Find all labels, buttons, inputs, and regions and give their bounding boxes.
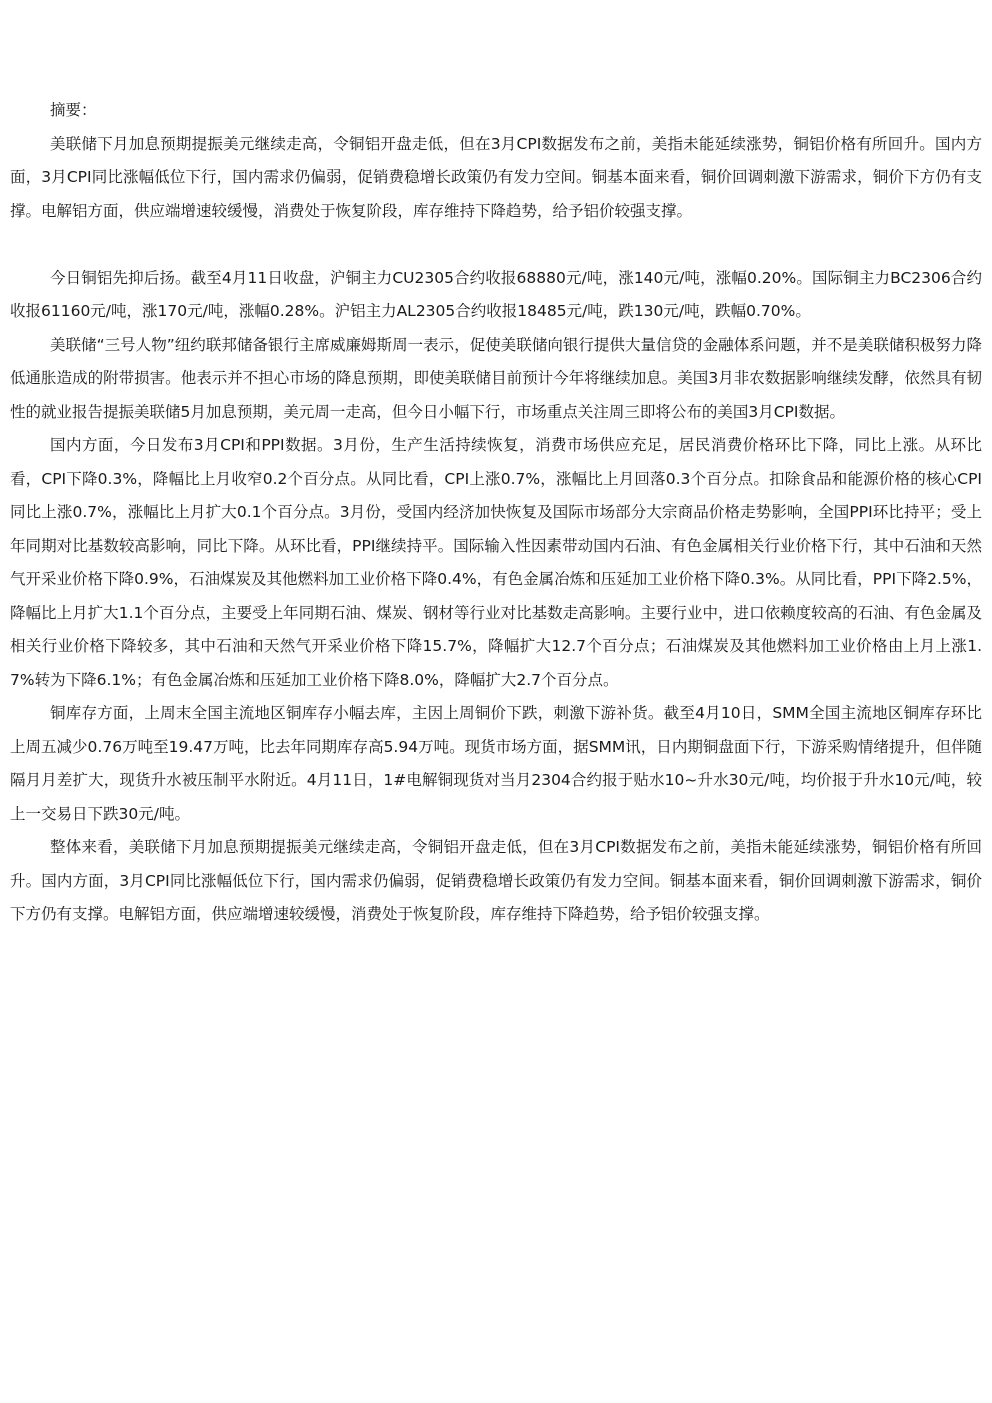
inventory-paragraph: 铜库存方面，上周末全国主流地区铜库存小幅去库，主因上周铜价下跌，刺激下游补货。截至4月10日，SMM全国主流地区铜库存环比上周五减少0.76万吨至19.47万吨，比去年同期库存高5.94万吨。现货市场方面，据SMM讯，日内期铜盘面下行，下游采购情绪提升，但伴随隔月月差扩大，现货升水被压制平水附近。4月11日，1#电解铜现货对当月2304合约报于贴水10~升水30元/吨，均价报于升水10元/吨，较上一交易日下跌30元/吨。: [10, 704, 982, 823]
fed-news-paragraph: 美联储“三号人物”纽约联邦储备银行主席威廉姆斯周一表示，促使美联储向银行提供大量信贷的金融体系问题，并不是美联储积极努力降低通胀造成的附带损害。他表示并不担心市场的降息预期，即使美联储目前预计今年将继续加息。美国3月非农数据影响继续发酵，依然具有韧性的就业报告提振美联储5月加息预期，美元周一走高，但今日小幅下行，市场重点关注周三即将公布的美国3月CPI数据。: [10, 335, 982, 421]
summary-paragraph: 美联储下月加息预期提振美元继续走高，令铜铝开盘走低，但在3月CPI数据发布之前，美指未能延续涨势，铜铝价格有所回升。国内方面，3月CPI同比涨幅低位下行，国内需求仍偏弱，促销费稳增长政策仍有发力空间。铜基本面来看，铜价回调刺激下游需求，铜价下方仍有支撑。电解铝方面，供应端增速较缓慢，消费处于恢复阶段，库存维持下降趋势，给予铝价较强支撑。: [10, 134, 982, 220]
conclusion-paragraph: 整体来看，美联储下月加息预期提振美元继续走高，令铜铝开盘走低，但在3月CPI数据发布之前，美指未能延续涨势，铜铝价格有所回升。国内方面，3月CPI同比涨幅低位下行，国内需求仍偏弱，促销费稳增长政策仍有发力空间。铜基本面来看，铜价回调刺激下游需求，铜价下方仍有支撑。电解铝方面，供应端增速较缓慢，消费处于恢复阶段，库存维持下降趋势，给予铝价较强支撑。: [10, 838, 982, 923]
document-page: [10, 94, 982, 932]
summary-label: 摘要：: [50, 101, 97, 119]
paragraph-spacer: [10, 228, 982, 262]
market-close-paragraph: 今日铜铝先抑后扬。截至4月11日收盘，沪铜主力CU2305合约收报68880元/吨，涨140元/吨，涨幅0.20%。国际铜主力BC2306合约收报61160元/吨，涨170元/吨，涨幅0.28%。沪铝主力AL2305合约收报18485元/吨，跌130元/吨，跌幅0.70%。: [10, 268, 982, 320]
domestic-paragraph: 国内方面，今日发布3月CPI和PPI数据。3月份，生产生活持续恢复，消费市场供应充足，居民消费价格环比下降，同比上涨。从环比看，CPI下降0.3%，降幅比上月收窄0.2个百分点。从同比看，CPI上涨0.7%，涨幅比上月回落0.3个百分点。扣除食品和能源价格的核心CPI同比上涨0.7%，涨幅比上月扩大0.1个百分点。3月份，受国内经济加快恢复及国际市场部分大宗商品价格走势影响，全国PPI环比持平；受上年同期对比基数较高影响，同比下降。从环比看，PPI继续持平。国际输入性因素带动国内石油、有色金属相关行业价格下行，其中石油和天然气开采业价格下降0.9%，石油煤炭及其他燃料加工业价格下降0.4%，有色金属冶炼和压延加工业价格下降0.3%。从同比看，PPI下降2.5%，降幅比上月扩大1.1个百分点，主要受上年同期石油、煤炭、钢材等行业对比基数走高影响。主要行业中，进口依赖度较高的石油、有色金属及相关行业价格下降较多，其中石油和天然气开采业价格下降15.7%，降幅扩大12.7个百分点；石油煤炭及其他燃料加工业价格由上月上涨1.7%转为下降6.1%；有色金属冶炼和压延加工业价格下降8.0%，降幅扩大2.7个百分点。: [10, 436, 982, 689]
